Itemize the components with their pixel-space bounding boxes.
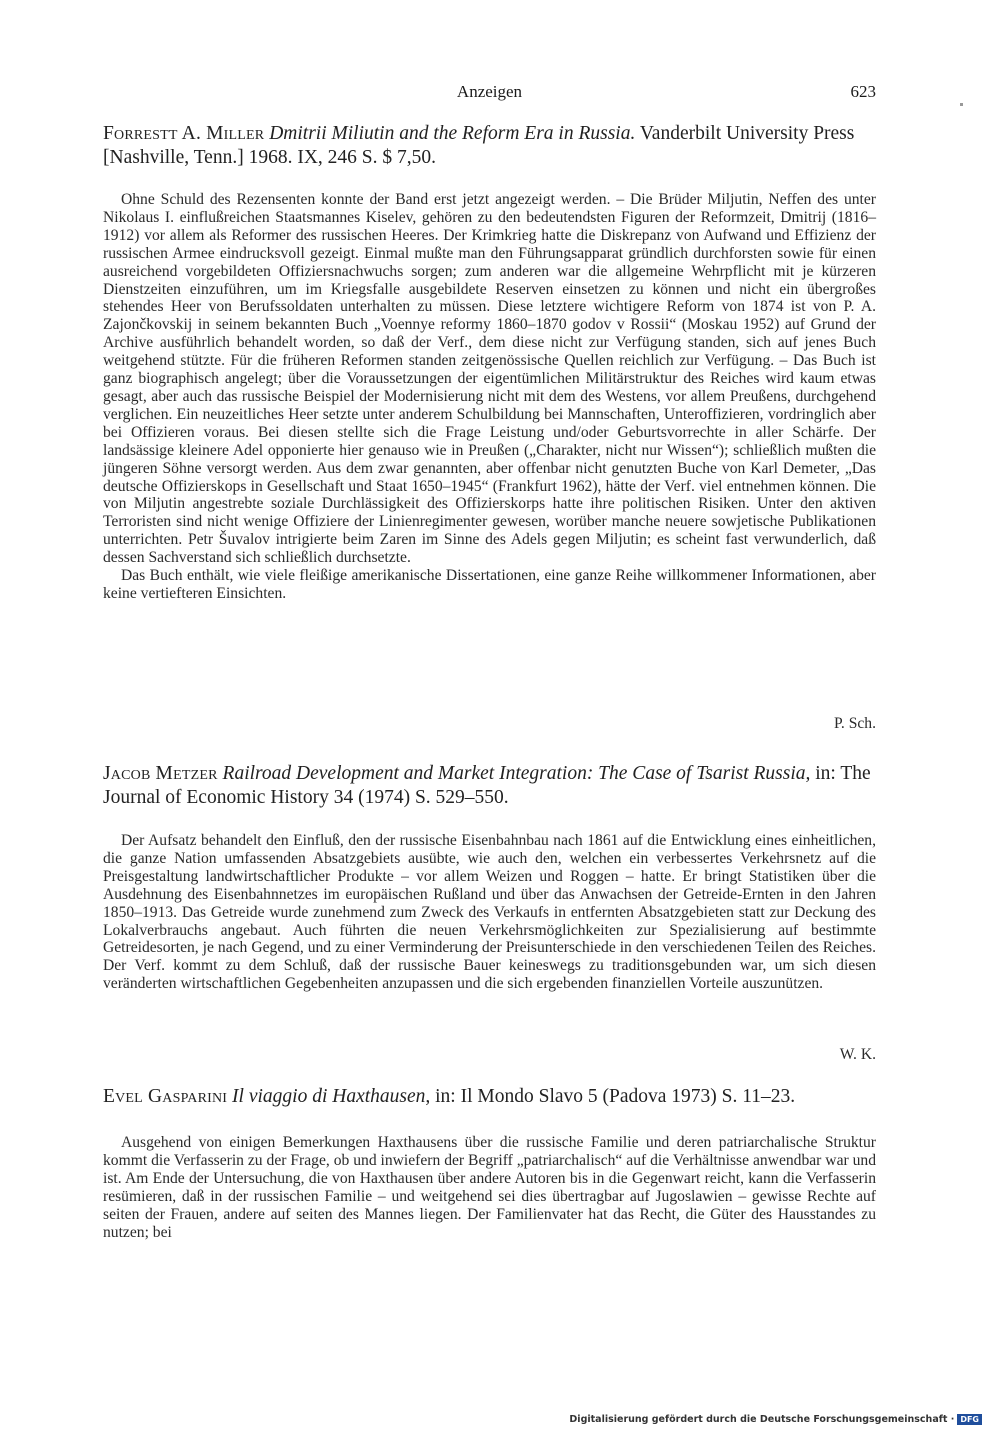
entry-body bbox=[103, 1134, 876, 1241]
digitization-footer bbox=[569, 1414, 982, 1425]
reviewer-signature: W. K. bbox=[839, 1046, 876, 1063]
running-head-title: Anzeigen bbox=[456, 82, 523, 101]
entry-title: Railroad Development and Market Integration: The Case of Tsarist Russia, bbox=[222, 763, 811, 784]
scan-mark bbox=[960, 103, 963, 106]
page-number: 623 bbox=[850, 82, 876, 101]
entry-body bbox=[103, 832, 876, 993]
entry-publication: in: Il Mondo Slavo 5 (Padova 1973) S. 11–23. bbox=[435, 1086, 796, 1107]
entry-publication: in: The Journal of Economic History 34 (1974) S. 529–550. bbox=[103, 763, 871, 808]
entry-title: Dmitrii Miliutin and the Reform Era in Russia. bbox=[269, 123, 636, 144]
reviewer-signature: P. Sch. bbox=[833, 715, 876, 732]
entry-heading bbox=[103, 122, 893, 170]
dfg-logo: DFG bbox=[957, 1414, 982, 1425]
paragraph: Ausgehend von einigen Bemerkungen Haxthausens über die russische Familie und deren patriarchalische Struktur kommt die Verfasserin zu der Frage, ob und inwiefern der Begriff „patriarchalisch“ auf die Verhältnisse anwendbar war und ist. Am Ende der Untersuchung, die von Haxthausen über andere Autoren bis in die Gegenwart reicht, kann die Verfasserin resümieren, daß in der russischen Familie – und weitgehend sei dies übertragbar auf Jugoslawien – gewisse Rechte auf seiten der Frauen, andere auf seiten des Mannes liegen. Der Familienvater hat das Recht, die Güter des Hausstandes zu nutzen; bei bbox=[103, 1134, 876, 1241]
running-head bbox=[103, 82, 876, 104]
entry-title: Il viaggio di Haxthausen, bbox=[232, 1086, 431, 1107]
entry-author: Evel Gasparini bbox=[103, 1086, 228, 1107]
entry-heading bbox=[103, 1085, 893, 1109]
paragraph: Das Buch enthält, wie viele fleißige amerikanische Dissertationen, eine ganze Reihe willkommener Informationen, aber keine vertiefteren Einsichten. bbox=[103, 567, 876, 602]
footer-text: Digitalisierung gefördert durch die Deutsche Forschungsgemeinschaft · bbox=[569, 1414, 955, 1425]
entry-author: Forrestt A. Miller bbox=[103, 123, 265, 144]
paragraph: Ohne Schuld des Rezensenten konnte der Band erst jetzt angezeigt werden. – Die Brüder Miljutin, Neffen des unter Nikolaus I. einflußreichen Staatsmannes Kiselev, gehören zu den bedeutendsten Figuren der Reformzeit, Dmitrij (1816–1912) vor allem als Reformer des russischen Heeres. Der Krimkrieg hatte die Diskrepanz von Aufwand und Effizienz der russischen Armee eindrucksvoll gezeigt. Einmal mußte man den Führungsapparat gründlich durchforsten sowie für einen ausreichend vorgebildeten Offiziersnachwuchs sorgen; zum anderen war die allgemeine Wehrpflicht mit je kürzeren Dienstzeiten einzuführen, um im Kriegsfalle ausgebildete Reserven einsetzen zu können und nicht ein übergroßes stehendes Heer von Berufssoldaten unterhalten zu müssen. Diese letztere wichtigere Reform von 1874 ist von P. A. Zajončkovskij in seinem bekannten Buch „Voennye reformy 1860–1870 godov v Rossii“ (Moskau 1952) auf Grund der Archive ausführlich behandelt worden, so daß der Verf., dem diese nicht zur Verfügung standen, sich auf jenes Buch weitgehend stützte. Für die früheren Reformen standen zeitgenössische Quellen reichlich zur Verfügung. – Das Buch ist ganz biographisch angelegt; über die Voraussetzungen der eigentümlichen Militärstruktur des Reiches wird kaum etwas gesagt, aber auch das russische Beispiel der Modernisierung nicht mit dem des Westens, vor allem Preußens, durchgehend verglichen. Ein neuzeitliches Heer setzte unter anderem Schulbildung bei Mannschaften, Unteroffizieren, vordringlich aber bei Offizieren voraus. Bei diesen stellte sich die Frage Leistung und/oder Geburtsvorrechte in aller Schärfe. Der landsässige kleinere Adel opponierte hier genauso wie in Preußen („Charakter, nicht nur Wissen“); schließlich mußten die jüngeren Söhne versorgt werden. Aus dem zwar genannten, aber offenbar nicht genutzten Buche von Karl Demeter, „Das deutsche Offizierskops in Gesellschaft und Staat 1650–1945“ (Frankfurt 1962), hätte der Verf. viel entnehmen können. Die von Miljutin angestrebte soziale Durchlässigkeit des Offizierskorps hatte ihre politischen Risiken. Unter den aktiven Terroristen sind nicht wenige Offiziere der Linienregimenter gewesen, worüber manche neuere sowjetische Publikationen unterrichten. Petr Šuvalov intrigierte beim Zaren im Sinne des Adels gegen Miljutin; es scheint fast verwunderlich, daß dessen Sachverstand sich schließlich durchsetzte. bbox=[103, 191, 876, 567]
entry-author: Jacob Metzer bbox=[103, 763, 218, 784]
entry-heading bbox=[103, 762, 893, 810]
entry-body bbox=[103, 191, 876, 603]
paragraph: Der Aufsatz behandelt den Einfluß, den der russische Eisenbahnbau nach 1861 auf die Entwicklung eines einheitlichen, die ganze Nation umfassenden Absatzgebiets ausübte, wie auch den, welchen ein verbessertes Verkehrsnetz auf die Preisgestaltung landwirtschaftlicher Produkte – vor allem Weizen und Roggen – hatte. Er bringt Statistiken über die Ausdehnung des Eisenbahnnetzes im europäischen Rußland und über das Anwachsen der Getreide-Ernten in den Jahren 1850–1913. Das Getreide wurde zunehmend zum Zweck des Verkaufs in entfernten Absatzgebieten statt zur Deckung des Lokalverbrauchs angebaut. Auch führten die neuen Verkehrsmöglichkeiten zur Spezialisierung auf bestimmte Getreidesorten, je nach Gegend, und zu einer Verminderung der Preisunterschiede in den verschiedenen Teilen des Reiches. Der Verf. kommt zu dem Schluß, daß der russische Bauer keineswegs zu traditionsgebunden war, um sich diesen veränderten wirtschaftlichen Gegebenheiten anzupassen und die sich ergebenden finanziellen Vorteile auszunützen. bbox=[103, 832, 876, 993]
entry-publication: Vanderbilt University Press [Nashville, Tenn.] 1968. IX, 246 S. $ 7,50. bbox=[103, 123, 855, 168]
